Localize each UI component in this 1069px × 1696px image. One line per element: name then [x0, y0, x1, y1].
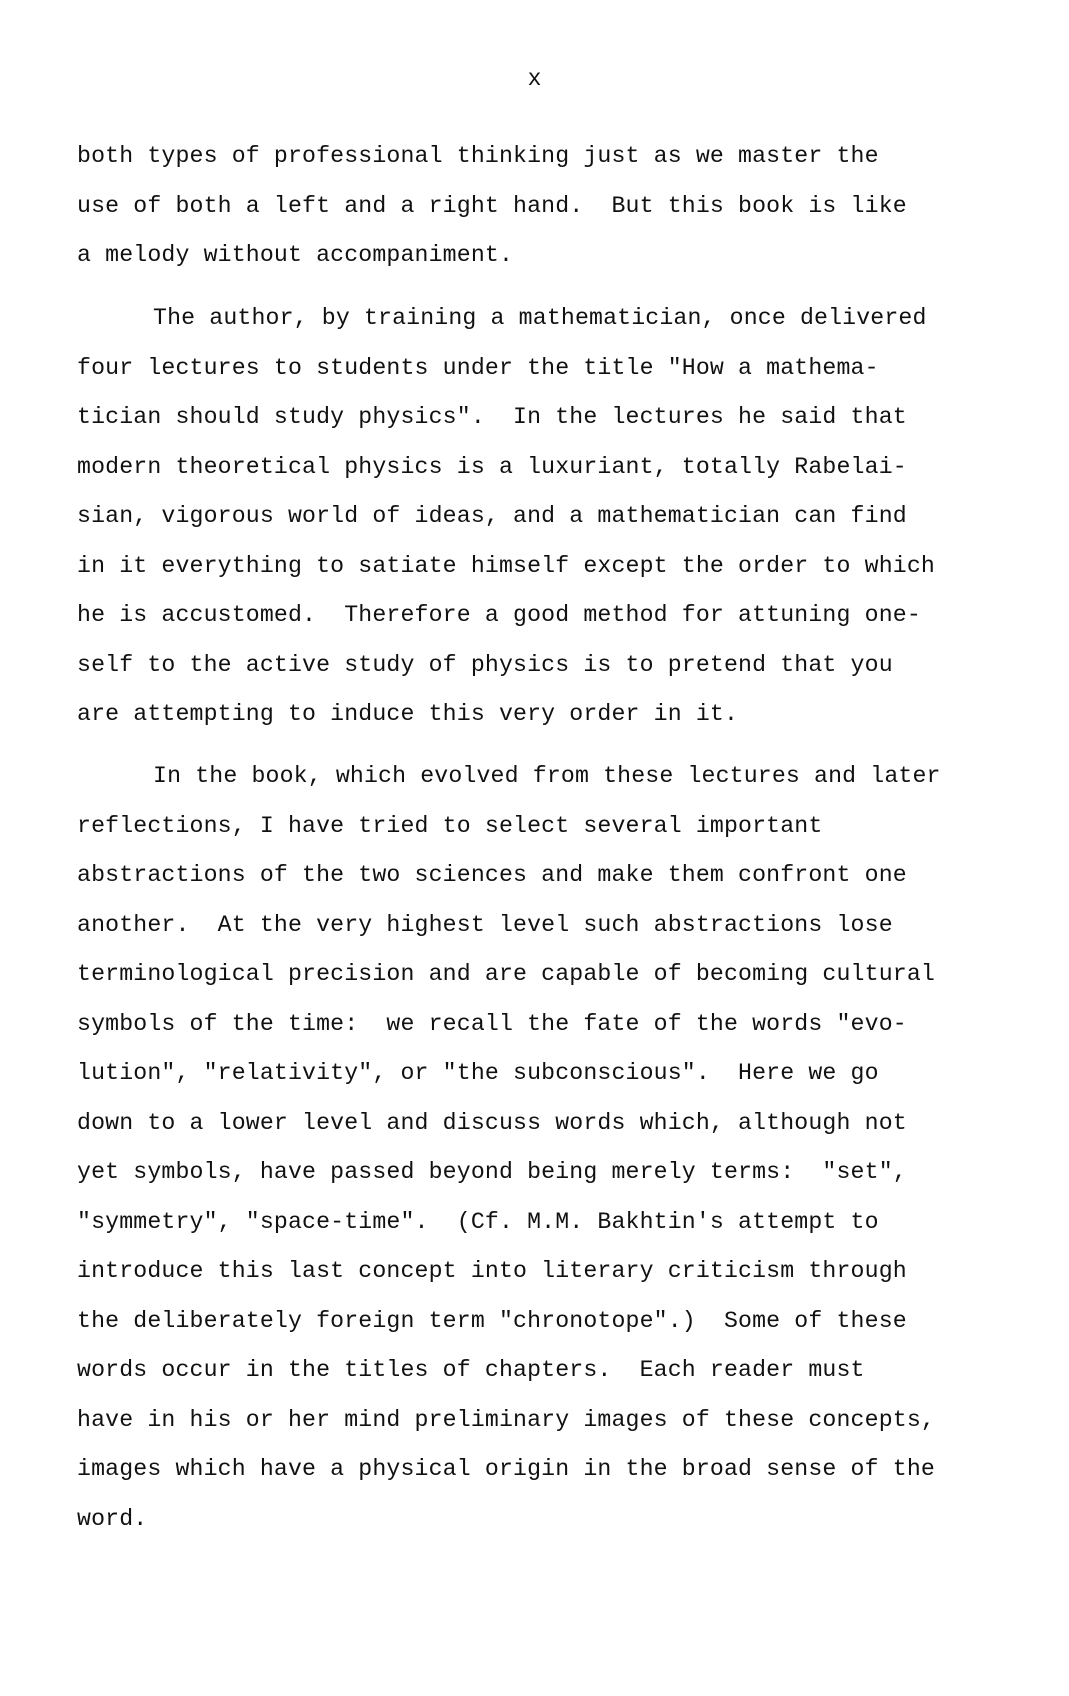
- text-line: another. At the very highest level such abstractions lose: [77, 911, 893, 938]
- text-line-first: In the book, which evolved from these lectures and later: [153, 763, 941, 789]
- paragraph-3: [77, 752, 1057, 1544]
- page-number: x: [527, 66, 542, 92]
- text-line: introduce this last concept into literary criticism through: [77, 1258, 907, 1284]
- text-line: down to a lower level and discuss words which, although not: [77, 1109, 907, 1136]
- text-line: he is accustomed. Therefore a good method for attuning one-: [77, 602, 921, 628]
- text-line: terminological precision and are capable of becoming cultural: [77, 961, 935, 987]
- text-line: symbols of the time: we recall the fate of the words "evo-: [77, 1010, 907, 1037]
- text-line: use of both a left and a right hand. But this book is like: [77, 192, 907, 219]
- text-line: "symmetry", "space-time". (Cf. M.M. Bakhtin's attempt to: [77, 1208, 879, 1235]
- text-line: both types of professional thinking just as we master the: [77, 143, 879, 169]
- text-line: sian, vigorous world of ideas, and a mathematician can find: [77, 503, 907, 529]
- text-line: in it everything to satiate himself except the order to which: [77, 552, 935, 579]
- text-line: word.: [77, 1505, 148, 1532]
- text-line: abstractions of the two sciences and make them confront one: [77, 862, 907, 888]
- text-line: a melody without accompaniment.: [77, 242, 514, 268]
- text-line-first: The author, by training a mathematician, once delivered: [153, 305, 927, 331]
- paragraph-2: [77, 294, 1057, 740]
- text-line: are attempting to induce this very order in it.: [77, 701, 739, 727]
- text-line: words occur in the titles of chapters. Each reader must: [77, 1357, 865, 1383]
- text-line: lution", "relativity", or "the subconscious". Here we go: [77, 1060, 879, 1086]
- text-line: yet symbols, have passed beyond being merely terms: "set",: [77, 1159, 907, 1185]
- text-line: self to the active study of physics is to pretend that you: [77, 651, 893, 678]
- text-line: tician should study physics". In the lectures he said that: [77, 404, 907, 430]
- text-line: the deliberately foreign term "chronotope".) Some of these: [77, 1307, 907, 1334]
- paragraph-1: [77, 132, 1057, 281]
- text-line: images which have a physical origin in the broad sense of the: [77, 1456, 935, 1482]
- text-line: reflections, I have tried to select several important: [77, 812, 823, 839]
- text-line: four lectures to students under the title "How a mathema-: [77, 354, 879, 381]
- text-line: modern theoretical physics is a luxuriant, totally Rabelai-: [77, 453, 907, 480]
- text-line: have in his or her mind preliminary images of these concepts,: [77, 1406, 935, 1433]
